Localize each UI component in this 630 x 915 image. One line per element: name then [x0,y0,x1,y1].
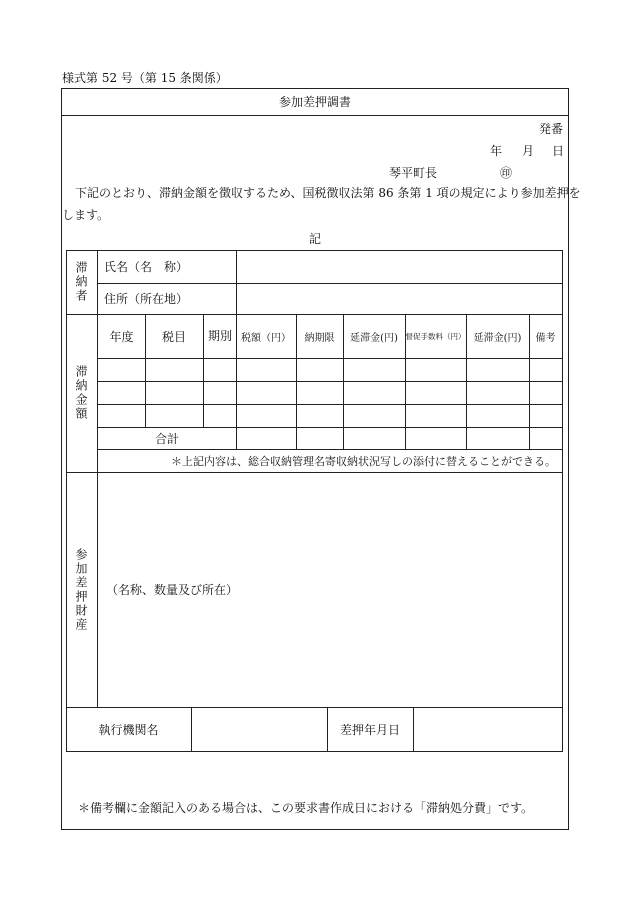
issue-number: 発番 [539,122,564,136]
issuer-name: 琴平町長 [389,166,438,180]
agency-field[interactable] [192,708,327,751]
property-content-label: （名称、数量及び所在） [106,583,239,597]
delinquent-side-label: 滞納者 [74,261,88,303]
footnote: ＊備考欄に金額記入のある場合は、この要求書作成日における「滞納処分費」です。 [78,801,534,815]
header-tax-item: 税目 [161,329,186,344]
seizure-date-field[interactable] [414,708,562,751]
seal-icon: ㊞ [500,166,513,180]
name-field[interactable] [237,251,562,283]
body-text-line1: 下記のとおり、滞納金額を徴収するため、国税徴収法第 86 条第 1 項の規定により参加差押を [75,186,581,200]
address-label: 住所（所在地） [104,292,189,306]
header-period: 期別 [207,329,232,343]
form-number: 様式第 52 号（第 15 条関係） [62,71,228,85]
header-late-charge: 延滞金(円) [473,332,522,344]
name-label: 氏名（名 称） [104,260,189,274]
header-due-date: 納期限 [304,332,335,344]
ki-label: 記 [309,232,322,246]
body-text-line2: します。 [62,208,110,222]
total-label: 合計 [154,431,179,446]
header-late-fee: 延滞金(円) [350,332,398,344]
header-tax-amount: 税額（円） [241,332,291,344]
date-month: 月 [522,144,535,158]
header-remarks: 備考 [535,332,556,344]
date-day: 日 [552,144,565,158]
amount-side-label: 滞納金額 [74,365,88,421]
property-field[interactable] [98,473,562,707]
agency-label: 執行機関名 [98,722,159,737]
header-year: 年度 [109,329,134,344]
seizure-date-label: 差押年月日 [339,722,400,737]
form-title: 参加差押調書 [61,88,569,116]
address-field[interactable] [237,284,562,314]
header-demand-fee: 督促手数料（円） [405,331,466,341]
date-year: 年 [490,144,503,158]
property-side-label: 参加差押財産 [74,547,88,632]
amount-note: ＊上記内容は、総合収納管理名寄収納状況写しの添付に替えることができる。 [171,454,556,468]
